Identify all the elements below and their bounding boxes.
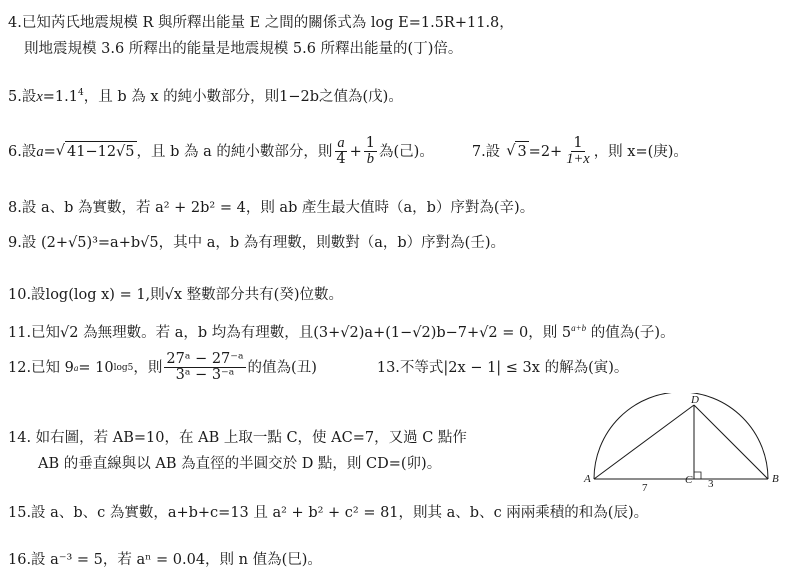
question-5-prefix: 5.設 — [8, 89, 37, 105]
fraction-numerator: a — [337, 135, 345, 151]
question-14 — [8, 428, 467, 474]
fraction-denominator: 4 — [336, 151, 346, 167]
segment-ad — [594, 405, 694, 479]
semicircle-arc — [594, 393, 768, 479]
question-5-exponent: 4 — [78, 88, 84, 98]
question-14-line1: 14. 如右圖，若 AB=10，在 AB 上取一點 C，使 AC=7，又過 C 點作 — [8, 430, 467, 446]
question-7-radicand: 3 — [515, 141, 528, 162]
question-4 — [8, 13, 514, 59]
question-14-line2: AB 的垂直線與以 AB 為直徑的半圓交於 D 點，則 CD=(卯)。 — [38, 456, 442, 472]
question-7-fraction — [564, 136, 591, 167]
semicircle-figure — [582, 393, 782, 493]
question-5-eq: =1.1 — [42, 89, 78, 105]
label-d: D — [691, 394, 699, 406]
fraction-denominator: 1+x — [566, 151, 590, 167]
question-7-suffix: ，則 x=(庚)。 — [593, 143, 688, 160]
question-6-fraction-2 — [364, 136, 377, 167]
label-a: A — [584, 473, 591, 485]
question-9: 9.設 (2+√5)³=a+b√5，其中 a，b 為有理數，則數對（a，b）序對為(壬)。 — [8, 235, 505, 251]
question-6-radicand: 41−12√5 — [65, 141, 137, 162]
question-12-then: ，則 — [133, 359, 163, 376]
label-b: B — [772, 473, 779, 485]
plus-sign: + — [349, 143, 362, 160]
question-6-sqrt — [56, 141, 137, 162]
question-7-sqrt — [506, 141, 528, 162]
question-12: 12.已知 9 a = 10 log5 ，則 $\frac{\text{27ᵃ − 27⁻ᵃ}}{\text{3ᵃ − 3⁻ᵃ}}$ 的值為(丑) 13.不等式|2x − 1| ≤ 3x 的解為(寅)。 — [8, 351, 629, 383]
label-c: C — [685, 474, 693, 486]
question-15: 15.設 a、b、c 為實數，a+b+c=13 且 a² + b² + c² = 81，則其 a、b、c 兩兩乘積的和為(辰)。 — [8, 505, 649, 521]
question-12-suffix: 的值為(丑) — [247, 359, 317, 376]
question-6-mid: ，且 b 為 a 的純小數部分，則 — [136, 143, 333, 160]
question-10: 10.設log(log x) = 1,則√x 整數部分共有(癸)位數。 — [8, 287, 343, 303]
sqrt-sign-icon: √ — [506, 143, 516, 159]
question-11-exponent: a+b — [571, 323, 587, 333]
question-8: 8.設 a、b 為實數，若 a² + 2b² = 4，則 ab 產生最大值時（a，b）序對為(辛)。 — [8, 200, 535, 216]
question-16: 16.設 a⁻³ = 5，若 aⁿ = 0.04，則 n 值為(巳)。 — [8, 552, 322, 568]
question-4-line2: 則地震規模 3.6 所釋出的能量是地震規模 5.6 所釋出能量的(丁)倍。 — [24, 41, 463, 57]
question-11 — [8, 323, 675, 343]
question-11-text: 11.已知√2 為無理數。若 a，b 均為有理數，且(3+√2)a+(1−√2)b−7+√2 = 0，則 5 — [8, 325, 572, 341]
fraction-denominator: b — [366, 151, 375, 167]
fraction-numerator: 27ᵃ − 27⁻ᵃ — [166, 351, 244, 367]
question-6-fraction-1 — [334, 136, 347, 167]
question-12-fraction — [164, 352, 245, 383]
question-12-prefix: 12.已知 9 — [8, 359, 74, 376]
sqrt-sign-icon: √ — [55, 143, 65, 159]
question-6 — [8, 136, 688, 167]
question-11-suffix: 的值為(子)。 — [586, 325, 675, 341]
fraction-denominator: 3ᵃ − 3⁻ᵃ — [175, 367, 235, 383]
fraction-numerator: 1 — [365, 135, 376, 151]
fraction-numerator: 1 — [573, 135, 583, 151]
question-13: 13.不等式|2x − 1| ≤ 3x 的解為(寅)。 — [376, 359, 629, 376]
question-4-line1: 4.已知芮氏地震規模 R 與所釋出能量 E 之間的關係式為 log E=1.5R+11.8， — [8, 15, 514, 31]
question-7-eq: =2+ — [528, 143, 563, 160]
question-6-prefix: 6.設 — [8, 143, 37, 160]
right-angle-mark — [694, 472, 701, 479]
question-6-eq: = — [43, 143, 56, 160]
question-6-suffix: 為(己)。 — [379, 143, 434, 160]
question-12-mid: = 10 — [78, 359, 114, 376]
segment-bd — [694, 405, 768, 479]
label-length-3: 3 — [708, 478, 714, 490]
question-5-var: x — [36, 89, 43, 105]
question-6-var: a — [36, 143, 44, 160]
label-length-7: 7 — [642, 482, 648, 493]
question-7-prefix: 7.設 — [471, 143, 501, 160]
question-7 — [472, 136, 688, 167]
question-5 — [8, 87, 403, 107]
question-5-suffix: ，且 b 為 x 的純小數部分，則1−2b之值為(戊)。 — [83, 89, 403, 105]
